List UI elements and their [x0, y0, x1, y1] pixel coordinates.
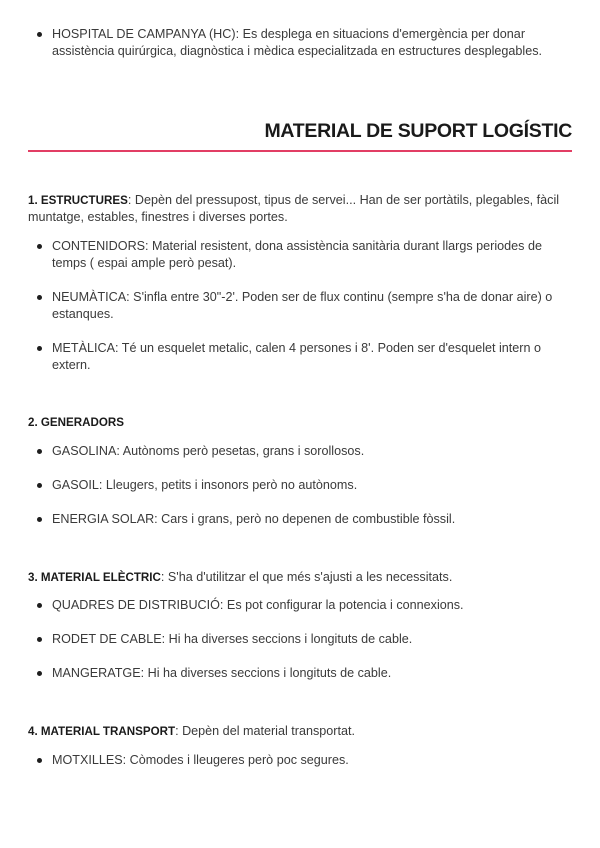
section-title: MATERIAL DE SUPORT LOGÍSTIC [264, 120, 572, 142]
bullet-gasoil: GASOIL: Lleugers, petits i insonors però no autònoms. [52, 477, 572, 494]
bullet-energia-solar: ENERGIA SOLAR: Cars i grans, però no depenen de combustible fòssil. [52, 511, 572, 528]
bullet-neumatica: NEUMÀTICA: S'infla entre 30"-2'. Poden ser de flux continu (sempre s'ha de donar aire) o estanques. [52, 289, 572, 323]
bullet-contenidors: CONTENIDORS: Material resistent, dona assistència sanitària durant llargs periodes de temps ( espai ample però pesat). [52, 238, 572, 272]
bullet-quadres-distribucio: QUADRES DE DISTRIBUCIÓ: Es pot configurar la potencia i connexions. [52, 597, 572, 614]
section-heading: 3. MATERIAL ELÈCTRIC [28, 571, 161, 584]
section-text: : Depèn del material transportat. [175, 724, 355, 738]
section-generadors [28, 414, 572, 431]
section-heading: 1. ESTRUCTURES [28, 194, 128, 207]
bullet-gasolina: GASOLINA: Autònoms però pesetas, grans i sorollosos. [52, 443, 572, 460]
bullet-mangeratge: MANGERATGE: Hi ha diverses seccions i longituts de cable. [52, 665, 572, 682]
section-heading: 4. MATERIAL TRANSPORT [28, 725, 176, 738]
bullet-hospital-campanya: HOSPITAL DE CAMPANYA (HC): Es desplega en situacions d'emergència per donar assistència quirúrgica, diagnòstica i mèdica especialitzada en estructures desplegables. [52, 26, 572, 60]
title-underline [28, 150, 572, 152]
section-text: : Depèn del pressupost, tipus de servei... Han de ser portàtils, plegables, fàcil muntatge, estables, finestres i diverses portes. [28, 193, 560, 224]
section-estructures [28, 192, 572, 226]
bullet-motxilles: MOTXILLES: Còmodes i lleugeres però poc segures. [52, 752, 572, 769]
section-heading: 2. GENERADORS [28, 416, 124, 429]
bullet-rodet-cable: RODET DE CABLE: Hi ha diverses seccions i longituts de cable. [52, 631, 572, 648]
section-text: : S'ha d'utilitzar el que més s'ajusti a les necessitats. [160, 570, 453, 584]
section-material-electric [28, 569, 572, 586]
bullet-metalica: METÀLICA: Té un esquelet metalic, calen 4 persones i 8'. Poden ser d'esquelet intern o extern. [52, 340, 572, 374]
section-material-transport [28, 723, 572, 740]
